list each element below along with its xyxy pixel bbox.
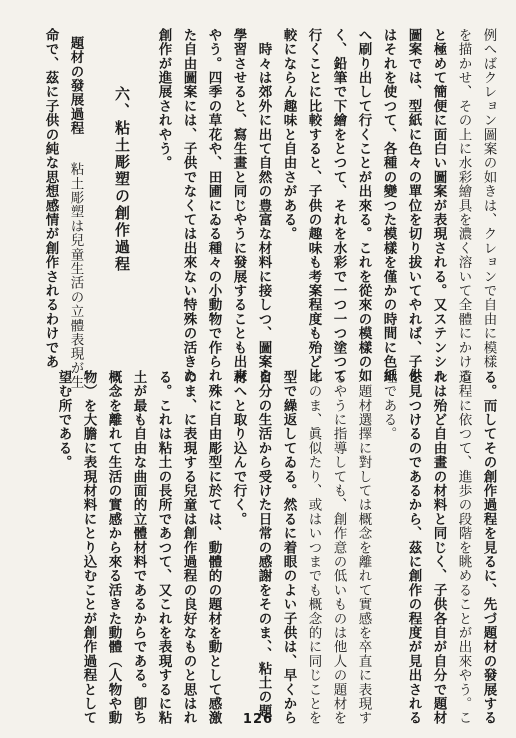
text-column: 粘土彫塑は兒童生活の立體表現が生 [67, 148, 84, 390]
text-column: 命で、茲に子供の純な思想感情が創作されるわけであ [42, 28, 59, 369]
text-column: 學習させると、寫生畫と同じやうに發展することも出來 [230, 28, 247, 383]
text-column: そのま、眞似たり、或はいつまでも概念的に同じことを [305, 370, 322, 725]
text-column: を見つけるのであるから、茲に創作の程度が見出される [405, 370, 422, 725]
text-column: る。これは粘土の長所であつて、又これを表現するに粘 [155, 370, 172, 725]
text-column: 自分の生活から受けた日常の感謝をそのま、、粘土の題 [255, 370, 272, 719]
text-column: 例へばクレョン圖案の如きは、クレョンで自由に模樣 [480, 28, 497, 369]
text-column: 時々は郊外に出て自然の豊富な材料に接しつ、圖案を [255, 28, 272, 383]
text-column: と極めて簡便に面白い圖案が表現される。又ステンシル [430, 28, 447, 383]
text-column: るやうに指導しても、創作意の低いものは他人の題材を [330, 370, 347, 725]
text-column: 型で繰返してゐる。然るに着眼のよい子供は、早くから [280, 370, 297, 725]
text-column: のま、に表現する兒童は創作過程の良好なものと思はれ [180, 370, 197, 725]
text-column: 概念を離れて生活の實感から來る活きた動體（人物や動 [105, 370, 122, 725]
text-column: やう。四季の草花や、田圃にゐる種々の小動物で作られ [205, 28, 222, 383]
text-column: た自由圖案には、子供でなくては出來ない特殊の活きた [180, 28, 197, 383]
text-column: 圖案では、型紙に色々の單位を切り拔いてやれば、子供 [405, 28, 422, 383]
text-column: 殊に自由彫型に於ては、動體的の題材を動として感激 [205, 370, 222, 725]
text-column: 較にならん趣味と自由さがある。 [280, 28, 297, 241]
text-column: 行くことに比較すると、子供の趣味も考案程度も殆ど比 [305, 28, 322, 383]
text-column: 道程に依つて、進歩の段階を眺めることが出來やう。こ [455, 370, 472, 725]
text-column: はそれを使つて、各種の變つた模樣を僅かの時間に色紙 [380, 28, 397, 383]
text-column: 創作が進展されやう。 [155, 28, 172, 170]
text-column: 題材選擇に對しては概念を離れて實感を卒直に表現す [355, 370, 372, 725]
text-column: へ刷り出して行くことが出來る。これを從來の模樣の如 [355, 28, 372, 383]
text-column: る。而してその創作過程を見るに、先づ題材の發展する [480, 370, 497, 725]
text-column: 望む所である。 [55, 370, 72, 470]
text-column: 理である。 [380, 370, 397, 441]
page-number: 126 [242, 712, 274, 727]
text-column: 材へと取り込んで行く。 [230, 370, 247, 527]
section-heading: 六、粘土彫塑の創作過程 [113, 86, 131, 273]
text-column: れは殆ど自由畫の材料と同じく、子供各自が自分で題材 [430, 370, 447, 725]
text-column: 物）を大膽に表現材料にとり込むことが創作過程として [80, 370, 97, 725]
text-column: を描かせ、その上に水彩繪具を濃く溶いて全體にかける [455, 28, 472, 383]
text-column: く、鉛筆で下繪をとつて、それを水彩で一つ一つ塗つて [330, 28, 347, 383]
subsection-heading: 題材の發展過程 [67, 36, 84, 136]
text-column: 土が最も自由な曲面的立體材料であるからである。卽ち [130, 370, 147, 725]
